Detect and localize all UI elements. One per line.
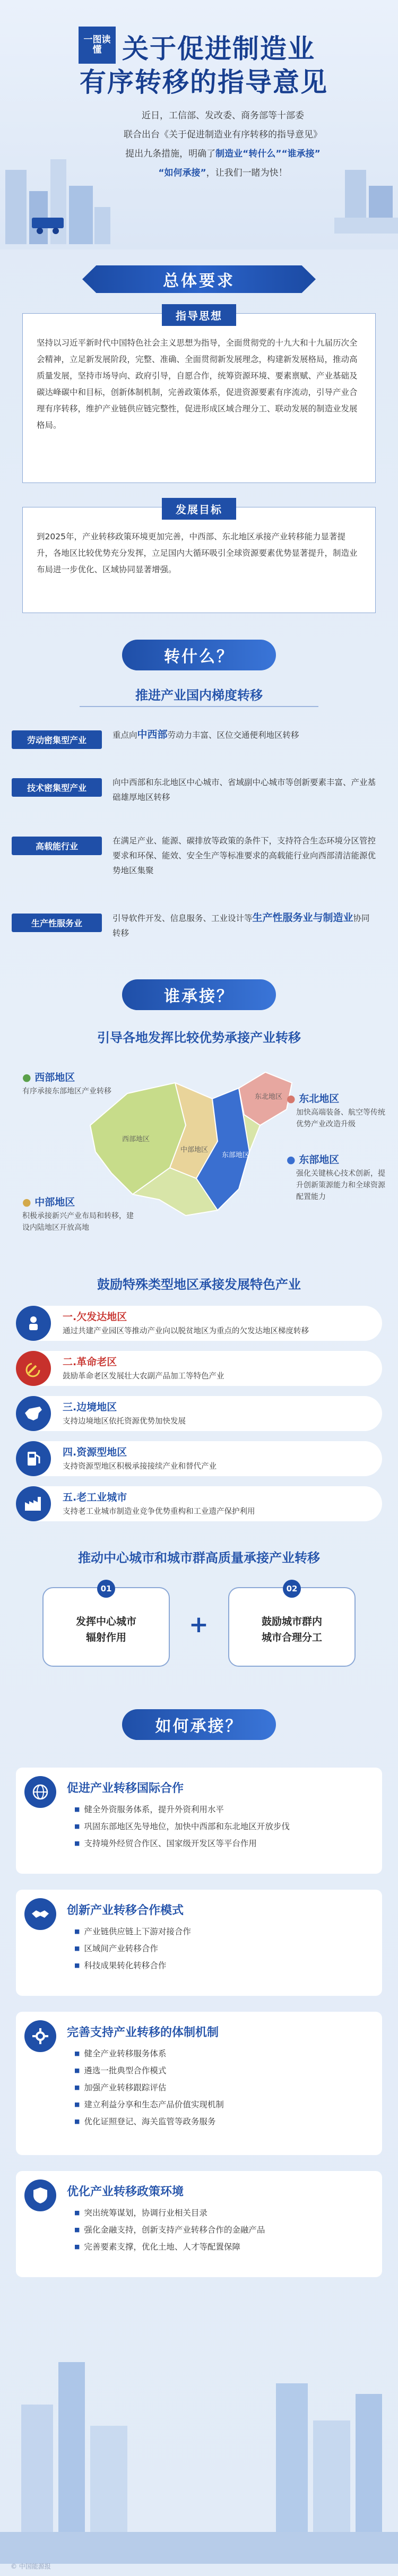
how-block	[16, 1768, 382, 1874]
page-title-line1: 关于促进制造业	[122, 33, 315, 64]
intro-text: 提出九条措施，明确了	[125, 149, 216, 159]
heading-how: 如何承接？	[122, 1709, 276, 1740]
desc-text: 协同转移	[113, 914, 370, 938]
how-item: ■ 巩固东部地区先导地位，加快中西部和东北地区开放步伐	[74, 1819, 290, 1836]
how-list	[74, 2205, 265, 2256]
how-title: 促进产业转移国际合作	[67, 1782, 184, 1795]
intro-highlight: 制造业“转什么”“谁承接”	[215, 149, 321, 159]
guide-card	[22, 309, 376, 483]
how-title: 优化产业转移政策环境	[67, 2185, 184, 2199]
how-item: ■ 加强产业转移跟踪评估	[74, 2080, 224, 2097]
hub-card	[42, 1584, 170, 1667]
banner-title: 总体要求	[163, 272, 235, 290]
row-desc	[113, 727, 378, 743]
special-area-row	[16, 1441, 382, 1476]
china-map-illustration	[80, 1062, 308, 1221]
factory-icon	[16, 1486, 51, 1521]
region-name: 西部地区	[34, 1072, 75, 1083]
map-label: 东北地区	[255, 1093, 283, 1101]
row-desc	[113, 910, 378, 941]
region-central-desc: 积极承接新兴产业布局和转移，建设内陆地区开放高地	[22, 1212, 134, 1232]
hub-line: 发挥中心城市	[75, 1616, 136, 1627]
region-name: 东部地区	[299, 1154, 340, 1166]
special-area-row	[16, 1306, 382, 1341]
how-block	[16, 2171, 382, 2277]
region-central-title: ● 中部地区	[22, 1196, 75, 1208]
desc-text: 劳动力丰富、区位交通便利地区转移	[167, 730, 299, 740]
intro-line	[101, 163, 345, 183]
guide-text: 坚持以习近平新时代中国特色社会主义思想为指导，全面贯彻党的十九大和十九届历次全会精神，立足新发展阶段，完整、准确、全面贯彻新发展理念，构建新发展格局，推动高质量发展，坚持市场导向、政府引导，自愿合作，统筹资源环境、要素禀赋、产业基础及碳达峰碳中和目标，创新体制机制，完善政策体系，促进资源要素有序流动，引导产业合理有序转移，维护产业链供应链完整性，促进形成区域合理分工、联动发展的制造业发展格局。	[37, 338, 358, 430]
special-desc: 支持老工业城市制造业竞争优势重构和工业遗产保护利用	[63, 1507, 255, 1516]
special-desc: 支持边境地区依托资源优势加快发展	[63, 1417, 186, 1426]
china-map-icon	[16, 1396, 51, 1431]
how-title: 完善支持产业转移的体制机制	[67, 2026, 219, 2039]
row-labor-intensive	[12, 727, 386, 764]
row-desc: 在满足产业、能源、碳排放等政策的条件下，支持符合生态环境分区管控要求和环保、能效、安全生产等标准要求的高载能行业向西部清洁能源优势地区集聚	[113, 836, 376, 875]
poverty-icon	[16, 1306, 51, 1341]
how-item: ■ 科技成果转化转移合作	[74, 1958, 191, 1975]
how-item: ■ 产业链供应链上下游对接合作	[74, 1924, 191, 1941]
how-item: ■ 强化金融支持，创新支持产业转移合作的金融产品	[74, 2222, 265, 2239]
map-label: 西部地区	[122, 1135, 150, 1143]
goal-card	[22, 503, 376, 613]
plus-sign: +	[189, 1611, 209, 1638]
intro-text: ，让我们一睹为快！	[206, 168, 288, 178]
hub-text	[44, 1614, 169, 1645]
hub-number: 02	[283, 1580, 301, 1598]
how-item: ■ 优化证照登记、海关监管等政务服务	[74, 2114, 224, 2131]
how-item: ■ 完善要素支撑，优化土地、人才等配置保障	[74, 2239, 265, 2256]
desc-highlight: 中西部	[137, 729, 168, 740]
footer-watermark: © 中国能源报	[11, 2563, 51, 2570]
intro-paragraph	[101, 106, 345, 183]
hub-line: 辐射作用	[85, 1632, 126, 1643]
region-east-title: ● 东部地区	[287, 1154, 340, 1166]
intro-highlight: “如何承接”	[158, 168, 206, 178]
intro-line: 近日，工信部、发改委、商务部等十部委	[142, 110, 304, 121]
region-west-desc: 有序承接东部地区产业转移	[22, 1087, 111, 1096]
how-item: ■ 遴选一批典型合作模式	[74, 2063, 224, 2080]
heading-what: 转什么？	[122, 640, 276, 670]
map-label: 中部地区	[180, 1146, 209, 1154]
special-title: 四.资源型地区	[63, 1446, 127, 1458]
handshake-icon	[24, 1898, 56, 1930]
intro-line	[101, 144, 345, 163]
hammer-sickle-icon	[16, 1351, 51, 1386]
row-tag: 技术密集型产业	[12, 778, 102, 797]
globe-icon	[24, 1776, 56, 1808]
how-item: ■ 支持境外经贸合作区、国家级开发区等平台作用	[74, 1836, 290, 1853]
shield-icon	[24, 2179, 56, 2211]
how-title: 创新产业转移合作模式	[67, 1904, 184, 1917]
how-block	[16, 1890, 382, 1996]
desc-highlight: 生产性服务业与制造业	[252, 912, 353, 924]
divider	[80, 706, 318, 707]
special-desc: 通过共建产业园区等推动产业向以脱贫地区为重点的欠发达地区梯度转移	[63, 1327, 309, 1336]
region-northeast-title: ● 东北地区	[287, 1093, 340, 1105]
hub-line: 城市合理分工	[261, 1632, 322, 1643]
gear-icon	[24, 2020, 56, 2052]
row-tag: 劳动密集型产业	[12, 730, 102, 749]
special-desc: 支持资源型地区积极承接接续产业和替代产业	[63, 1462, 217, 1471]
city-skyline-illustration	[0, 138, 111, 244]
how-item: ■ 区域间产业转移合作	[74, 1941, 191, 1958]
special-title: 五.老工业城市	[63, 1492, 127, 1503]
desc-text: 引导软件开发、信息服务、工业设计等	[113, 914, 253, 923]
how-list	[74, 1802, 290, 1853]
row-tag: 生产性服务业	[12, 914, 102, 932]
special-title: 一.欠发达地区	[63, 1311, 127, 1323]
region-name: 中部地区	[34, 1196, 75, 1208]
how-list	[74, 2046, 224, 2131]
hub-card	[228, 1584, 356, 1667]
heading-who: 谁承接？	[122, 979, 276, 1010]
region-name: 东北地区	[299, 1093, 340, 1105]
intro-line: 联合出台《关于促进制造业有序转移的指导意见》	[124, 130, 322, 140]
special-desc: 鼓励革命老区发展壮大农副产品加工等特色产业	[63, 1372, 224, 1381]
hero-header	[0, 0, 398, 249]
region-east-desc: 强化关键核心技术创新，提升创新策源能力和全球资源配置能力	[296, 1169, 385, 1201]
how-item: ■ 突出统筹谋划，协调行业相关目录	[74, 2205, 265, 2222]
special-title: 二.革命老区	[63, 1356, 117, 1368]
guide-label: 指导思想	[162, 304, 236, 326]
region-northeast-desc: 加快高端装备、航空等传统优势产业改造升级	[296, 1108, 385, 1128]
how-item: ■ 建立利益分享和生态产品价值实现机制	[74, 2097, 224, 2114]
hub-text	[229, 1614, 354, 1645]
row-tag: 高载能行业	[12, 837, 102, 855]
how-list	[74, 1924, 191, 1975]
region-west-title: ● 西部地区	[22, 1072, 75, 1083]
special-area-row	[16, 1396, 382, 1431]
fuel-icon	[16, 1441, 51, 1476]
row-energy-intensive	[12, 833, 386, 892]
section-banner-overall	[82, 265, 316, 293]
how-item: ■ 健全产业转移服务体系	[74, 2046, 224, 2063]
hub-line: 鼓励城市群内	[261, 1616, 322, 1627]
map-label: 东部地区	[222, 1151, 250, 1159]
subheading-what: 推进产业国内梯度转移	[135, 688, 263, 703]
goal-text: 到2025年，产业转移政策环境更加完善，中西部、东北地区承接产业转移能力显著提升，各地区比较优势充分发挥，立足国内大循环吸引全球资源要素优势显著提升，制造业布局进一步优化、区域协同显著增强。	[37, 532, 358, 574]
hub-number: 01	[97, 1580, 115, 1598]
how-block	[16, 2012, 382, 2155]
special-area-row	[16, 1486, 382, 1521]
subheading-special: 鼓励特殊类型地区承接发展特色产业	[97, 1277, 301, 1292]
special-area-row	[16, 1351, 382, 1386]
subheading-who: 引导各地发挥比较优势承接产业转移	[97, 1030, 301, 1045]
special-title: 三.边境地区	[63, 1401, 117, 1413]
bottom-city-illustration	[0, 2298, 398, 2564]
row-tech-intensive	[12, 775, 386, 817]
row-desc: 向中西部和东北地区中心城市、省域副中心城市等创新要素丰富、产业基础雄厚地区转移	[113, 778, 376, 802]
badge-yitu-dudong: 一图读懂	[79, 27, 116, 64]
row-producer-services	[12, 910, 386, 953]
page-title-line2: 有序转移的指导意见	[80, 67, 328, 98]
subheading-hubs: 推动中心城市和城市群高质量承接产业转移	[78, 1550, 320, 1565]
desc-text: 重点向	[113, 730, 137, 740]
goal-label: 发展目标	[162, 498, 236, 520]
how-item: ■ 健全外资服务体系，提升外资利用水平	[74, 1802, 290, 1819]
